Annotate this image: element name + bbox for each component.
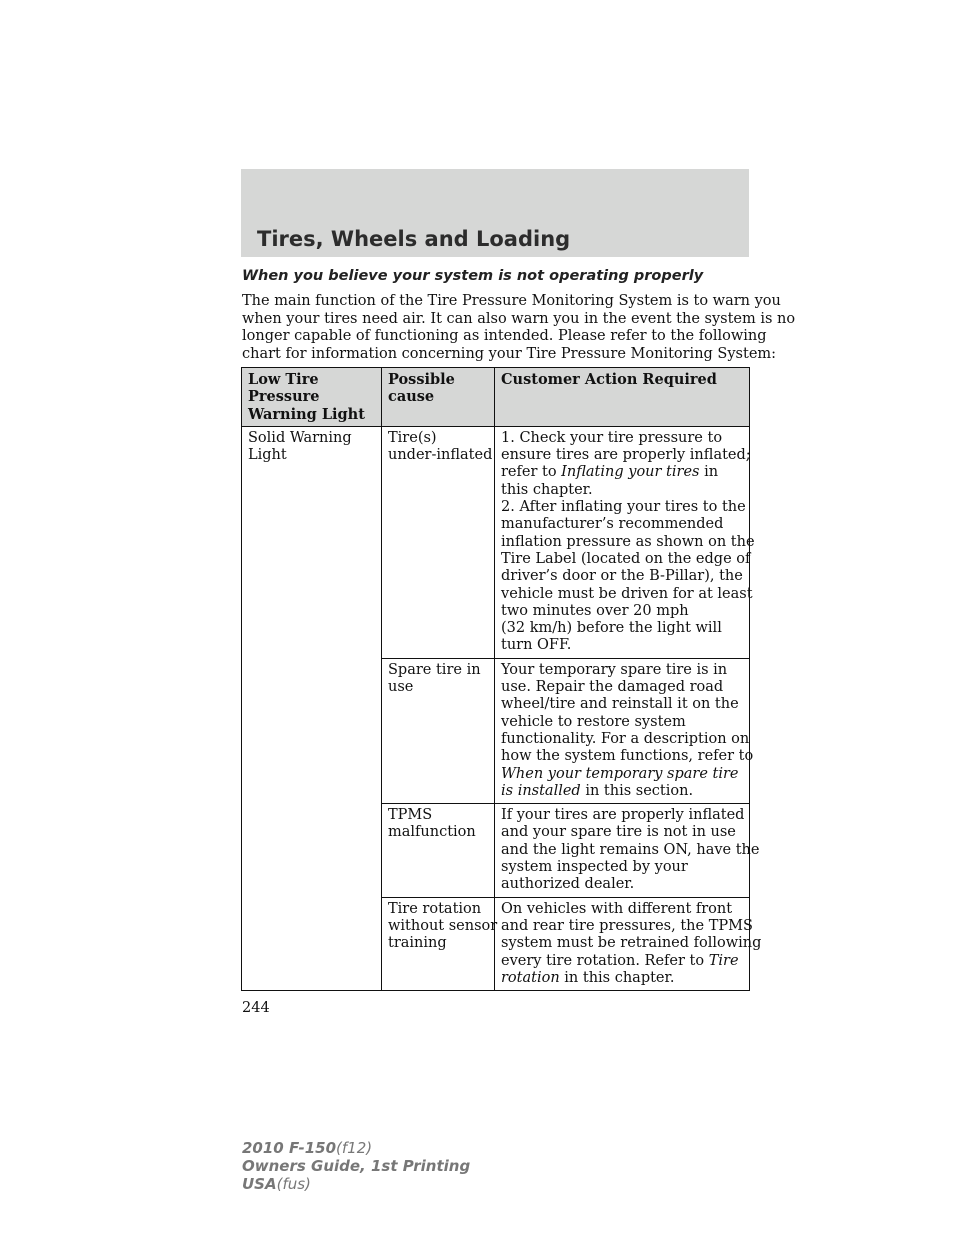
chapter-header-band	[241, 169, 749, 257]
intro-paragraph	[242, 293, 796, 363]
tpms-troubleshooting-table	[241, 367, 762, 991]
cause-cell: TPMS malfunction	[382, 804, 495, 897]
cross-reference: is installed	[501, 782, 581, 799]
table-header-row	[242, 368, 750, 427]
section-heading: When you believe your system is not operating properly	[242, 268, 704, 284]
cross-reference: rotation	[501, 969, 560, 986]
cross-reference: When your temporary spare tire	[501, 765, 739, 782]
table-row	[242, 804, 750, 897]
action-cell: 1. Check your tire pressure to ensure tires are properly inflated; refer to Inflating your tires in this chapter. 2. After inflating your tires to the manufacturer’s recommended inflation pressure as shown on the Tire Label (located on the edge of driver’s door or the B-Pillar), the vehicle must be driven for at least two minutes over 20 mph (32 km/h) before the light will turn OFF.	[495, 426, 750, 658]
header-customer-action: Customer Action Required	[495, 368, 750, 427]
table-row	[242, 897, 750, 990]
cause-cell: Tire(s) under-inflated	[382, 426, 495, 658]
indicator-cell-continued	[242, 658, 382, 803]
table-row	[242, 658, 750, 803]
action-cell: Your temporary spare tire is in use. Repair the damaged road wheel/tire and reinstall it on the vehicle to restore system functionality. For a description on how the system functions, refer to When your temporary spare tire is installed in this section.	[495, 658, 750, 803]
intro-line: when your tires need air. It can also warn you in the event the system is no	[242, 310, 796, 327]
indicator-cell-continued	[242, 804, 382, 897]
footer-model-code: (f12)	[336, 1139, 373, 1157]
page-number: 244	[242, 1000, 270, 1016]
cause-cell: Spare tire in use	[382, 658, 495, 803]
intro-line: chart for information concerning your Tire Pressure Monitoring System:	[242, 345, 777, 362]
footer-region-code: (fus)	[276, 1175, 311, 1193]
header-possible-cause: Possible cause	[382, 368, 495, 427]
cross-reference: Tire	[708, 952, 739, 969]
cross-reference: Inflating your tires	[561, 464, 700, 481]
intro-line: longer capable of functioning as intended. Please refer to the following	[242, 328, 767, 344]
document-footer	[242, 1139, 470, 1193]
chapter-title: Tires, Wheels and Loading	[257, 227, 571, 251]
indicator-cell: Solid Warning Light	[242, 426, 382, 658]
action-cell: On vehicles with different front and rear tire pressures, the TPMS system must be retrained following every tire rotation. Refer to Tire rotation in this chapter.	[495, 897, 750, 990]
footer-region: USA	[242, 1175, 277, 1193]
header-warning-light: Low Tire Pressure Warning Light	[242, 368, 382, 427]
indicator-cell-continued	[242, 897, 382, 990]
action-cell: If your tires are properly inflated and your spare tire is not in use and the light remains ON, have the system inspected by your authorized dealer.	[495, 804, 750, 897]
intro-line: The main function of the Tire Pressure Monitoring System is to warn you	[242, 293, 781, 309]
table-row	[242, 426, 750, 658]
footer-guide: Owners Guide, 1st Printing	[242, 1157, 471, 1175]
footer-model: 2010 F-150	[242, 1139, 337, 1157]
cause-cell: Tire rotation without sensor training	[382, 897, 495, 990]
